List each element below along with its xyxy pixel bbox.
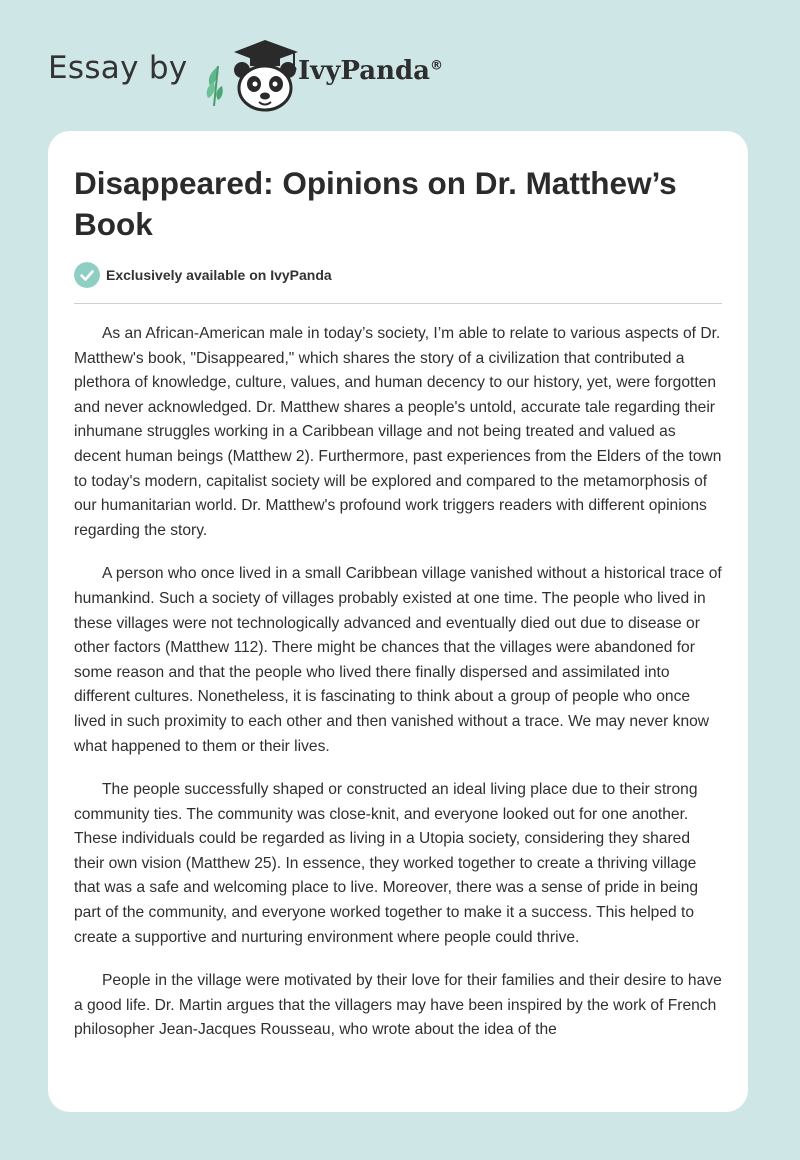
essay-card — [48, 131, 748, 1112]
leaf-icon — [207, 66, 223, 106]
title-divider — [74, 303, 722, 304]
paragraph: As an African-American male in today’s society, I’m able to relate to various aspects of Dr. Matthew's book, "Disappeared," which shares the story of a civilization that contributed a plethora of knowledge, culture, values, and human decency to our history, yet, were forgotten and never acknowledged. Dr. Matthew shares a people's untold, accurate tale regarding their inhumane struggles working in a Caribbean village and not being treated and valued as decent human beings (Matthew 2). Furthermore, past experiences from the Elders of the town to today's modern, capitalist society will be explored and compared to the metamorphosis of our humanitarian world. Dr. Matthew's profound work triggers readers with different opinions regarding the story. — [74, 325, 722, 539]
brand-label: IvyPanda — [298, 56, 431, 86]
essay-body — [74, 322, 724, 1062]
paragraph: A person who once lived in a small Caribbean village vanished without a historical trace of humankind. Such a society of villages probably existed at one time. The people who lived in these villages were not technologically advanced and eventually died out due to disease or other factors (Matthew 112). There might be chances that the villages were abandoned for some reason and that the people who lived there finally dispersed and assimilated into different cultures. Nonetheless, it is fascinating to think about a group of people who once lived in such proximity to each other and then vanished without a trace. We may never know what happened to them or their lives. — [74, 565, 722, 755]
brand-name — [298, 56, 443, 86]
essay-title: Disappeared: Opinions on Dr. Matthew’s Book — [74, 165, 677, 242]
site-header — [48, 36, 752, 116]
registered-mark: ® — [430, 58, 444, 74]
essay-by-label: Essay by — [48, 50, 188, 86]
paragraph: People in the village were motivated by their love for their families and their desire to have a good life. Dr. Martin argues that the villagers may have been inspired by the work of French philosopher Jean-Jacques Rousseau, who wrote about the idea of the — [74, 972, 722, 1039]
panda-logo-icon[interactable] — [204, 36, 302, 112]
paragraph: The people successfully shaped or constructed an ideal living place due to their strong community ties. The community was close-knit, and everyone looked out for one another. These individuals could be regarded as living in a Utopia society, considering they shared their own vision (Matthew 25). In essence, they worked together to create a thriving village that was a safe and welcoming place to live. Moreover, there was a sense of pride in being part of the community, and everyone worked together to make it a success. This helped to create a supportive and nurturing environment where people could thrive. — [74, 781, 699, 946]
exclusive-badge-label: Exclusively available on IvyPanda — [106, 267, 332, 283]
checkmark-icon — [74, 262, 100, 288]
